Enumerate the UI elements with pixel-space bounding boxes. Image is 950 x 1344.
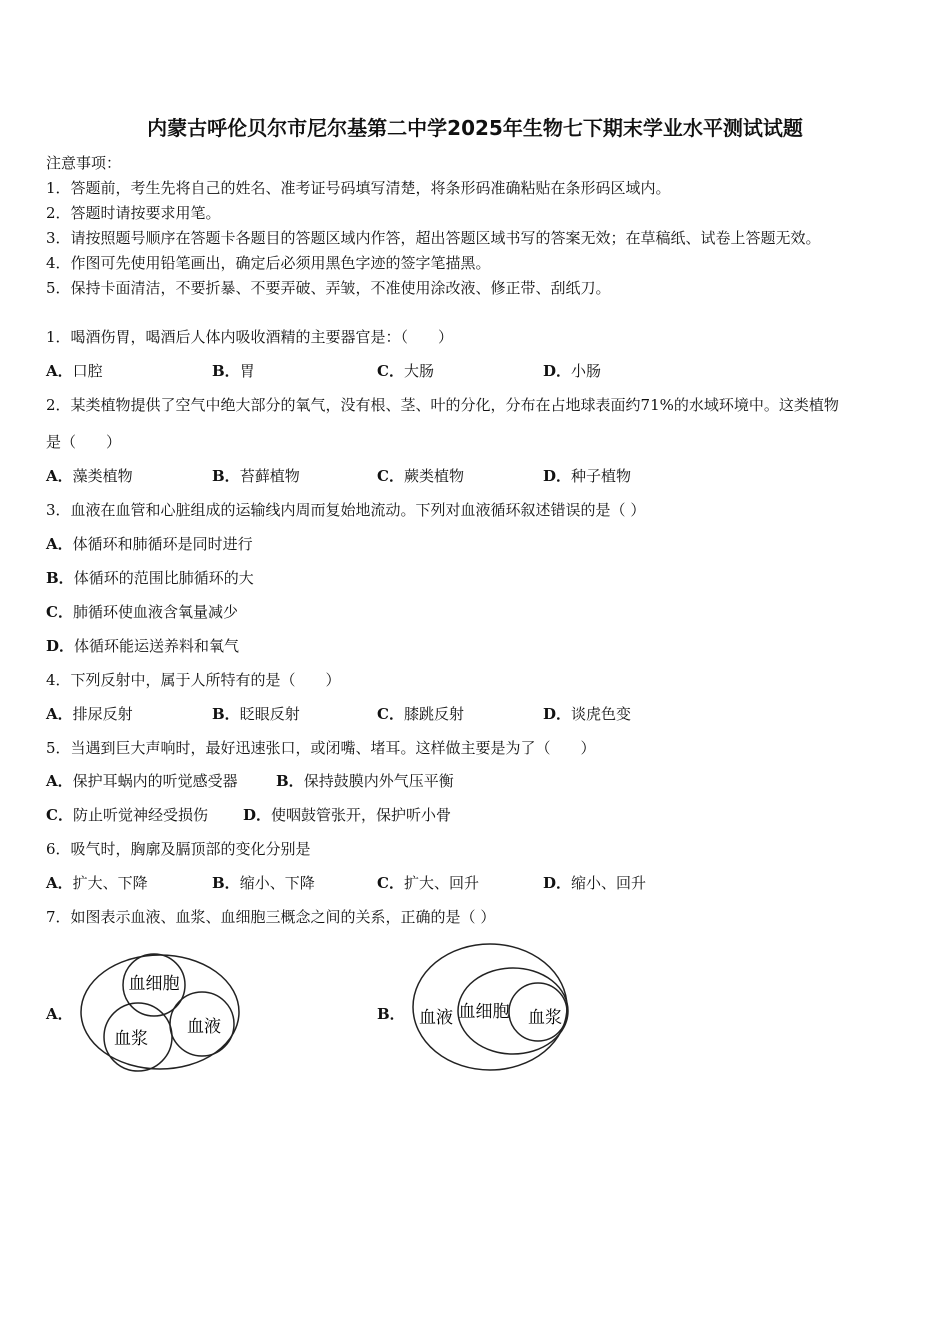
page-title: 内蒙古呼伦贝尔市尼尔基第二中学2025年生物七下期末学业水平测试试题 <box>147 116 803 140</box>
question-3-stem: 3．血液在血管和心脏组成的运输线内周而复始地流动。下列对血液循环叙述错误的是（ ） <box>46 501 646 519</box>
q2-option-a[interactable]: A．藻类植物 <box>46 467 133 485</box>
q3-option-c[interactable]: C．肺循环使血液含氧量减少 <box>46 603 238 621</box>
q4-option-b[interactable]: B．眨眼反射 <box>212 705 300 723</box>
q5-option-c[interactable]: C．防止听觉神经受损伤 <box>46 806 208 824</box>
venn-diagram-a[interactable] <box>78 950 244 1072</box>
q1-option-a[interactable]: A．口腔 <box>46 362 103 380</box>
notice-item: 5．保持卡面清洁，不要折暴、不要弄破、弄皱，不准使用涂改液、修正带、刮纸刀。 <box>46 279 611 297</box>
question-6-stem: 6．吸气时，胸廓及膈顶部的变化分别是 <box>46 840 311 858</box>
notice-item: 2．答题时请按要求用笔。 <box>46 204 221 222</box>
label-right: 血液 <box>187 1017 221 1037</box>
q5-option-b[interactable]: B．保持鼓膜内外气压平衡 <box>276 772 454 790</box>
q4-option-a[interactable]: A．排尿反射 <box>46 705 133 723</box>
question-1-stem: 1．喝酒伤胃，喝酒后人体内吸收酒精的主要器官是：（ ） <box>46 328 454 346</box>
q5-option-a[interactable]: A．保护耳蜗内的听觉感受器 <box>46 772 238 790</box>
venn-diagram-b[interactable] <box>410 940 572 1074</box>
q4-option-c[interactable]: C．膝跳反射 <box>377 705 464 723</box>
q6-option-c[interactable]: C．扩大、回升 <box>377 874 479 892</box>
label-inner: 血浆 <box>528 1008 562 1028</box>
notice-item: 1．答题前，考生先将自己的姓名、准考证号码填写清楚，将条形码准确粘贴在条形码区域内。 <box>46 179 671 197</box>
q3-option-b[interactable]: B．体循环的范围比肺循环的大 <box>46 569 254 587</box>
question-5-stem: 5．当遇到巨大声响时，最好迅速张口，或闭嘴、堵耳。这样做主要是为了（ ） <box>46 739 596 757</box>
q3-option-a[interactable]: A．体循环和肺循环是同时进行 <box>46 535 253 553</box>
q2-option-d[interactable]: D．种子植物 <box>543 467 632 485</box>
label-middle: 血细胞 <box>458 1002 510 1022</box>
q2-option-b[interactable]: B．苔藓植物 <box>212 467 300 485</box>
q1-option-b[interactable]: B．胃 <box>212 362 255 380</box>
question-4-stem: 4．下列反射中，属于人所特有的是（ ） <box>46 671 341 689</box>
label-left: 血浆 <box>114 1029 148 1049</box>
q2-option-c[interactable]: C．蕨类植物 <box>377 467 464 485</box>
label-top: 血细胞 <box>128 974 180 994</box>
q5-option-d[interactable]: D．使咽鼓管张开，保护听小骨 <box>243 806 452 824</box>
q3-option-d[interactable]: D．体循环能运送养料和氧气 <box>46 637 240 655</box>
q4-option-d[interactable]: D．谈虎色变 <box>543 705 632 723</box>
q6-option-d[interactable]: D．缩小、回升 <box>543 874 647 892</box>
q7-option-a-label[interactable]: A． <box>46 1005 73 1023</box>
q1-option-c[interactable]: C．大肠 <box>377 362 434 380</box>
notice-heading: 注意事项： <box>46 154 122 172</box>
notice-item: 4．作图可先使用铅笔画出，确定后必须用黑色字迹的签字笔描黑。 <box>46 254 491 272</box>
q6-option-b[interactable]: B．缩小、下降 <box>212 874 315 892</box>
q6-option-a[interactable]: A．扩大、下降 <box>46 874 148 892</box>
question-7-stem: 7．如图表示血液、血浆、血细胞三概念之间的关系，正确的是（ ） <box>46 908 496 926</box>
label-outer: 血液 <box>419 1008 453 1028</box>
question-2-stem-cont: 是（ ） <box>46 433 122 451</box>
notice-item: 3．请按照题号顺序在答题卡各题目的答题区域内作答，超出答题区域书写的答案无效；在草稿纸、试卷上答题无效。 <box>46 229 821 247</box>
q1-option-d[interactable]: D．小肠 <box>543 362 602 380</box>
q7-option-b-label[interactable]: B． <box>377 1005 405 1023</box>
question-2-stem: 2．某类植物提供了空气中绝大部分的氧气，没有根、茎、叶的分化，分布在占地球表面约71%的水域环境中。这类植物 <box>46 396 839 414</box>
